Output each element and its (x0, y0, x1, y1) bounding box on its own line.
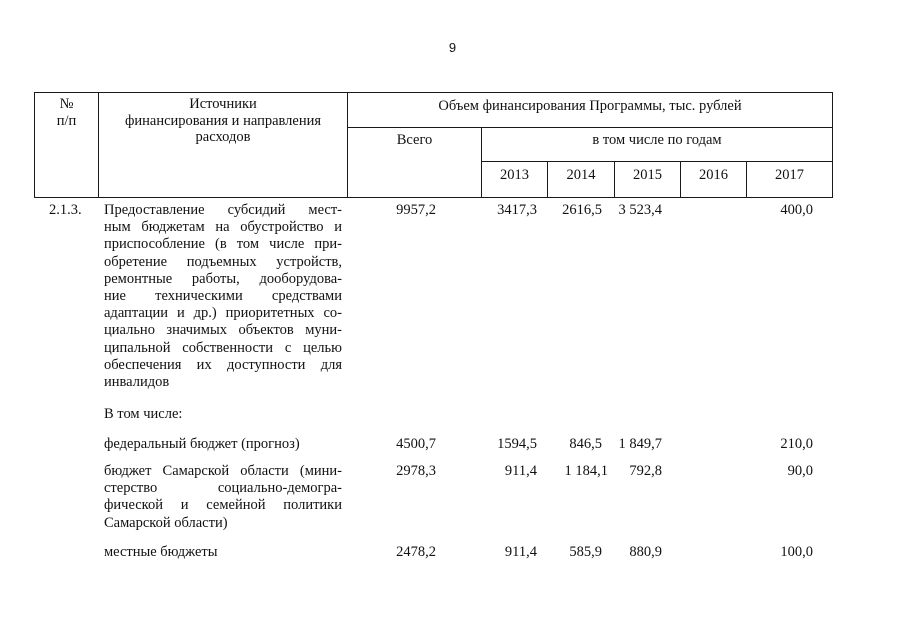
header-year-2016: 2016 (699, 167, 728, 183)
row-description: Предоставление субсидий мест- ным бюджетам на обустройство и приспособление (в том числе при- обретение подъемных устройств, ремонтные работы, дооборудова- ние техническими средствами адаптации и др.) приоритетных со- циально значимых объектов муни- ципальной собственности с целью обеспечения их доступности для инвалидов (104, 202, 342, 391)
cell-total: 9957,2 (396, 202, 436, 218)
header-total: Всего (396, 132, 433, 148)
cell-2014: 585,9 (569, 544, 602, 560)
cell-2015: 1 849,7 (618, 436, 662, 452)
cell-total: 2978,3 (396, 463, 436, 479)
cell-2014: 1 184,1 (564, 463, 608, 479)
row-description: В том числе: (104, 406, 183, 422)
cell-2017: 400,0 (780, 202, 813, 218)
page-number: 9 (448, 40, 457, 55)
table-top-border (34, 92, 833, 93)
cell-2014: 846,5 (569, 436, 602, 452)
cell-2013: 1594,5 (497, 436, 537, 452)
cell-2015: 880,9 (629, 544, 662, 560)
header-bottom-border (34, 197, 833, 198)
header-divider-by-years (481, 161, 833, 162)
row-description: местные бюджеты (104, 544, 218, 560)
cell-2017: 90,0 (787, 463, 813, 479)
header-year-2013: 2013 (500, 167, 529, 183)
cell-2017: 100,0 (780, 544, 813, 560)
header-volume-title: Объем финансирования Программы, тыс. рублей (438, 98, 742, 114)
cell-total: 4500,7 (396, 436, 436, 452)
header-year-2017: 2017 (775, 167, 804, 183)
table-right-border (832, 92, 833, 198)
header-divider-volume (347, 127, 833, 128)
row-description: федеральный бюджет (прогноз) (104, 436, 300, 452)
row-number: 2.1.3. (49, 202, 82, 218)
header-num: № п/п (56, 96, 77, 129)
cell-2017: 210,0 (780, 436, 813, 452)
cell-total: 2478,2 (396, 544, 436, 560)
cell-2015: 792,8 (629, 463, 662, 479)
cell-2013: 911,4 (504, 463, 537, 479)
header-sources: Источники финансирования и направления расходов (124, 96, 322, 145)
row-description: бюджет Самарской области (мини- стерство социально-демогра- фической и семейной политики Самарской области) (104, 463, 342, 531)
header-year-2015: 2015 (633, 167, 662, 183)
cell-2014: 2616,5 (562, 202, 602, 218)
header-by-years: в том числе по годам (592, 132, 722, 148)
cell-2013: 911,4 (504, 544, 537, 560)
cell-2013: 3417,3 (497, 202, 537, 218)
cell-2015: 3 523,4 (618, 202, 662, 218)
header-year-2014: 2014 (566, 167, 596, 183)
